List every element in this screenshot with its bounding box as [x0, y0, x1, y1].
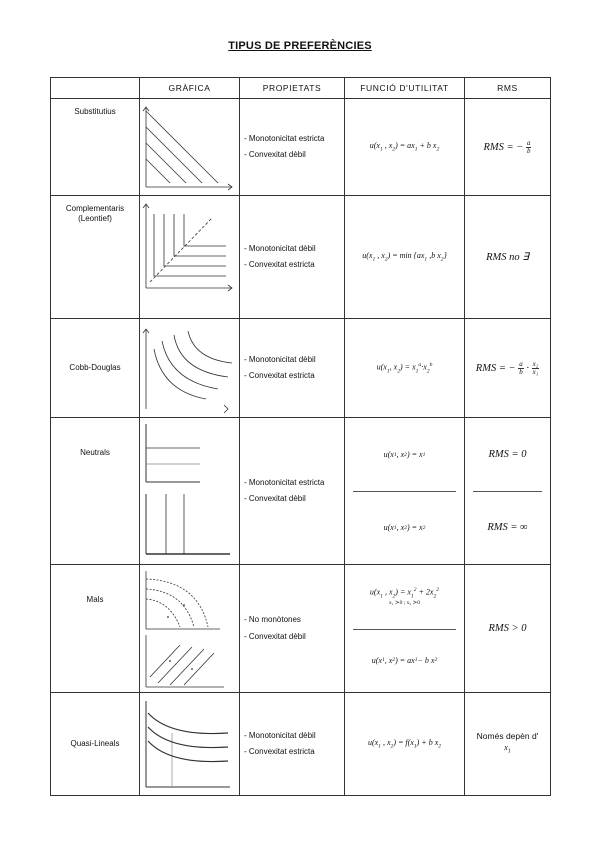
props-quasi: - Monotonicitat dèbil - Convexitat estricta	[240, 693, 345, 796]
fn-mals-condition: x₁ ≻0 ; x₂ ≻0	[388, 600, 421, 607]
page-title: TIPUS DE PREFERÈNCIES	[228, 40, 372, 52]
header-row	[51, 78, 551, 99]
cobb-douglas-graph	[140, 319, 240, 417]
rms-substitutius: RMS = − $\frac{a}{b}$	[465, 99, 551, 196]
table-row	[51, 319, 551, 418]
graph-quasi	[140, 693, 240, 796]
graph-neutrals	[140, 418, 240, 565]
row-name-neutrals: Neutrals	[51, 418, 140, 565]
fn-substitutius: $u(x_1$ , $x_2) = ax_1 + b$ $x_2$	[345, 99, 465, 196]
graph-cobb	[140, 319, 240, 418]
table-row	[51, 565, 551, 693]
fn-neutrals-bottom: u(x 1 , x 2 ) = x 2	[383, 523, 426, 532]
fn-mals-bottom: u(x 1 , x 2 ) = ax 1 − b x 2	[371, 655, 438, 665]
fn-neutrals-divider	[353, 491, 456, 492]
fn-mals-divider	[353, 629, 456, 630]
props-mals: - No monòtones - Convexitat dèbil	[240, 565, 345, 693]
preferences-table	[50, 77, 551, 796]
header-funcio: FUNCIÓ D'UTILITAT	[345, 78, 465, 99]
row-name-substitutius: Substitutius	[51, 99, 140, 196]
props-neutrals: - Monotonicitat estricta - Convexitat dèbil	[240, 418, 345, 565]
neutrals-graph	[140, 418, 240, 564]
row-name-quasi: Quasi-Lineals	[51, 693, 140, 796]
graph-mals	[140, 565, 240, 693]
rms-neutrals-bottom: RMS = ∞	[487, 522, 528, 533]
graph-complementaris	[140, 196, 240, 319]
fn-mals-top: $u(x_1$ , $x_2) = x_1^2 + 2x_2^2$ x₁ ≻0 ; x₂ ≻0	[369, 587, 440, 607]
row-name-cobb: Cobb-Douglas	[51, 319, 140, 418]
complements-graph	[140, 196, 240, 318]
rms-cobb: RMS = − $\frac{a}{b}$ · $\frac{\text{x₂}}{\text{x₁}}$	[465, 319, 551, 418]
row-name-complementaris: Complementaris (Leontief)	[51, 196, 140, 319]
graph-substitutius	[140, 99, 240, 196]
bads-graph	[140, 565, 240, 692]
header-grafica: GRÀFICA	[140, 78, 240, 99]
table-row	[51, 418, 551, 565]
fn-neutrals	[345, 418, 465, 565]
substitutes-graph	[140, 99, 240, 195]
props-cobb: - Monotonicitat dèbil - Convexitat estricta	[240, 319, 345, 418]
row-name-mals: Mals	[51, 565, 140, 693]
rms-neutrals	[465, 418, 551, 565]
header-empty	[51, 78, 140, 99]
table-row	[51, 99, 551, 196]
table-row	[51, 196, 551, 319]
rms-neutrals-divider	[473, 491, 542, 492]
fn-complementaris: $u(x_1$ , $x_2) = \min \{ax_1$ ,b $x_2$}	[345, 196, 465, 319]
fn-cobb: $u(x_1$, $x_2) = x_1^a\cdot x_2^b$	[345, 319, 465, 418]
header-propietats: PROPIETATS	[240, 78, 345, 99]
table-row	[51, 693, 551, 796]
props-complementaris: - Monotonicitat dèbil - Convexitat estricta	[240, 196, 345, 319]
fn-neutrals-top: u(x 1 , x 2 ) = x 1	[383, 450, 426, 459]
rms-quasi: Només depèn d' $x_1$	[465, 693, 551, 796]
quasilinear-graph	[140, 693, 240, 795]
header-rms: RMS	[465, 78, 551, 99]
rms-neutrals-top: RMS = 0	[488, 449, 527, 460]
fn-quasi: $u(x_1$ , $x_2) = f(x_1) + b$ $x_2$	[345, 693, 465, 796]
fn-mals	[345, 565, 465, 693]
rms-complementaris: RMS no ∃	[465, 196, 551, 319]
rms-mals: RMS > 0	[465, 565, 551, 693]
props-substitutius: - Monotonicitat estricta - Convexitat dèbil	[240, 99, 345, 196]
